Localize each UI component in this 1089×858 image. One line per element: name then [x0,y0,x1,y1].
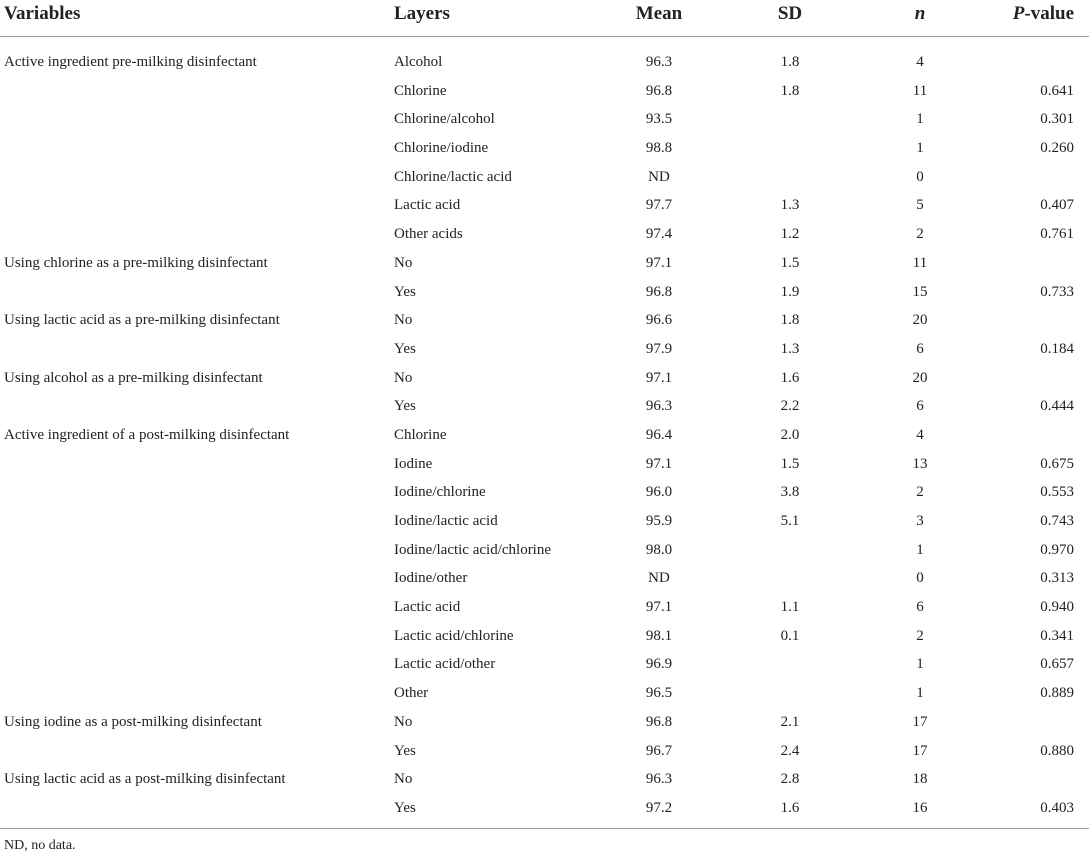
cell-mean: 96.3 [645,54,673,70]
cell-p: 0.761 [1040,226,1074,243]
table-row [0,48,1089,77]
table-row [0,77,1089,106]
cell-p: 0.341 [1040,627,1074,644]
cell-layer: Lactic acid [394,197,461,214]
cell-layer: Chlorine [394,82,447,99]
header-layers: Layers [394,3,450,24]
cell-p [974,306,1074,335]
cell-layer: Chlorine [394,426,447,443]
cell-sd: 2.1 [780,713,800,730]
cell-p: 0.743 [1040,513,1074,529]
table-row [0,191,1089,220]
cell-n: 2 [916,226,924,243]
table-row [0,306,1089,335]
cell-variable: Active ingredient pre-milking disinfectant [4,54,257,70]
cell-p: 0.313 [1040,570,1074,587]
cell-layer: Yes [394,799,416,816]
cell-layer: Chlorine/iodine [394,140,489,157]
table-row [0,708,1089,737]
cell-sd [760,105,820,134]
cell-layer: Iodine/lactic acid [394,513,498,529]
cell-mean: 97.1 [645,369,673,386]
cell-p [974,249,1074,278]
cell-mean: 97.1 [645,254,673,271]
cell-p: 0.407 [1040,197,1074,214]
cell-n: 1 [916,140,924,157]
cell-p: 0.889 [1040,685,1074,702]
cell-sd: 1.6 [780,799,800,816]
cell-p: 0.733 [1040,283,1074,300]
cell-layer: Yes [394,398,416,415]
cell-n: 6 [916,398,924,415]
cell-sd: 1.8 [780,312,800,329]
cell-layer: Lactic acid [394,599,461,616]
table-row [0,679,1089,708]
cell-n: 0 [916,570,924,587]
cell-n: 0 [916,168,924,185]
cell-sd: 3.8 [780,484,800,501]
table-row [0,220,1089,249]
cell-sd: 1.5 [780,254,800,271]
header-mean: Mean [635,3,683,24]
header-p-value-suffix: -value [1024,3,1074,24]
cell-n: 1 [916,111,924,128]
cell-sd: 5.1 [780,513,800,529]
cell-p: 0.184 [1040,340,1074,357]
cell-p [974,48,1074,77]
cell-mean: 96.8 [645,82,673,99]
cell-n: 3 [916,513,924,529]
cell-n: 1 [916,685,924,702]
cell-p: 0.657 [1040,656,1074,673]
cell-layer: Alcohol [394,54,443,70]
table-row [0,593,1089,622]
cell-sd: 1.3 [780,197,800,214]
cell-n: 2 [916,627,924,644]
cell-sd: 1.8 [780,54,800,70]
cell-p [974,421,1074,450]
cell-sd: 0.1 [780,627,800,644]
cell-p [974,364,1074,393]
cell-n: 6 [916,340,924,357]
cell-sd: 1.8 [780,82,800,99]
cell-layer: No [394,369,413,386]
cell-n: 17 [912,742,928,759]
cell-mean: 96.7 [645,742,673,759]
cell-sd: 1.3 [780,340,800,357]
cell-sd [760,536,820,565]
cell-sd: 2.0 [780,426,800,443]
table-row [0,105,1089,134]
cell-n: 4 [916,426,924,443]
table-row [0,392,1089,421]
cell-mean: 96.9 [645,656,673,673]
cell-sd: 1.5 [780,455,800,472]
cell-sd [760,134,820,163]
cell-sd [760,163,820,192]
cell-layer: Iodine/chlorine [394,484,486,501]
cell-mean: 96.8 [645,713,673,730]
table-row [0,536,1089,565]
cell-mean: 98.1 [645,627,673,644]
cell-layer: No [394,312,413,329]
table-row [0,450,1089,479]
cell-layer: Iodine [394,455,433,472]
cell-sd [760,679,820,708]
cell-layer: Other acids [394,226,463,243]
cell-mean: ND [648,168,670,185]
cell-p: 0.675 [1040,455,1074,472]
cell-p: 0.553 [1040,484,1074,501]
cell-p: 0.641 [1040,82,1074,99]
cell-n: 11 [912,82,928,99]
cell-layer: Yes [394,283,416,300]
cell-n: 16 [912,799,928,816]
cell-sd: 1.6 [780,369,800,386]
cell-mean: ND [648,570,670,587]
cell-n: 1 [916,541,924,558]
footnote: ND, no data. [4,838,76,853]
cell-mean: 97.9 [645,340,673,357]
cell-layer: No [394,713,413,730]
cell-sd: 2.2 [780,398,800,415]
cell-mean: 97.1 [645,599,673,616]
cell-n: 15 [912,283,928,300]
cell-p: 0.880 [1040,742,1074,759]
table-row [0,134,1089,163]
table-body [0,48,1089,823]
cell-n: 18 [912,771,928,788]
cell-mean: 96.6 [645,312,673,329]
cell-mean: 97.7 [645,197,673,214]
table-row [0,278,1089,307]
header-p-value [968,0,1074,28]
cell-n: 6 [916,599,924,616]
bottom-rule [0,828,1089,829]
cell-variable: Using alcohol as a pre-milking disinfectant [4,369,263,386]
header-variables: Variables [4,3,81,24]
cell-sd [760,650,820,679]
cell-n: 11 [912,254,928,271]
cell-n: 1 [916,656,924,673]
cell-variable: Active ingredient of a post-milking disinfectant [4,426,290,443]
cell-p [974,163,1074,192]
table-row [0,765,1089,794]
cell-p [974,765,1074,794]
cell-mean: 96.5 [645,685,673,702]
table-row [0,650,1089,679]
cell-p: 0.260 [1040,140,1074,157]
cell-layer: Yes [394,742,416,759]
table-row [0,564,1089,593]
cell-sd: 2.8 [780,771,800,788]
cell-layer: Chlorine/alcohol [394,111,495,128]
cell-p: 0.940 [1040,599,1074,616]
cell-mean: 93.5 [645,111,673,128]
cell-p [974,708,1074,737]
cell-sd: 1.1 [780,599,800,616]
header-sd: SD [777,3,803,24]
cell-p: 0.403 [1040,799,1074,816]
cell-n: 2 [916,484,924,501]
cell-n: 20 [912,369,928,386]
top-rule [0,36,1089,37]
cell-layer: Iodine/other [394,570,468,587]
cell-layer: Yes [394,340,416,357]
cell-variable: Using lactic acid as a pre-milking disinfectant [4,312,280,329]
cell-layer: Iodine/lactic acid/chlorine [394,541,552,558]
cell-mean: 98.8 [645,140,673,157]
cell-p: 0.444 [1040,398,1074,415]
cell-n: 5 [916,197,924,214]
table-row [0,622,1089,651]
table-row [0,507,1089,536]
cell-mean: 96.4 [645,426,673,443]
cell-mean: 95.9 [645,513,673,529]
cell-n: 20 [912,312,928,329]
cell-sd [760,564,820,593]
cell-sd: 1.9 [780,283,800,300]
cell-variable: Using iodine as a post-milking disinfectant [4,713,262,730]
cell-mean: 97.2 [645,799,673,816]
cell-layer: No [394,254,413,271]
cell-sd: 1.2 [780,226,800,243]
cell-mean: 98.0 [645,541,673,558]
cell-layer: Lactic acid/chlorine [394,627,514,644]
header-p-value-prefix: P [1012,3,1025,24]
table-row [0,794,1089,823]
cell-p: 0.301 [1040,111,1074,128]
cell-variable: Using chlorine as a pre-milking disinfectant [4,254,268,271]
table-row [0,249,1089,278]
cell-mean: 96.0 [645,484,673,501]
table-row [0,421,1089,450]
table-row [0,163,1089,192]
cell-sd: 2.4 [780,742,800,759]
cell-n: 4 [916,54,924,70]
cell-mean: 97.1 [645,455,673,472]
header-n: n [914,3,926,24]
cell-layer: No [394,771,413,788]
cell-mean: 97.4 [645,226,673,243]
table-row [0,335,1089,364]
cell-mean: 96.3 [645,398,673,415]
table-row [0,364,1089,393]
cell-p: 0.970 [1040,541,1074,558]
cell-n: 13 [912,455,928,472]
cell-layer: Chlorine/lactic acid [394,168,512,185]
cell-n: 17 [912,713,928,730]
cell-layer: Other [394,685,429,702]
cell-layer: Lactic acid/other [394,656,496,673]
table-row [0,737,1089,766]
cell-variable: Using lactic acid as a post-milking disinfectant [4,771,286,788]
cell-mean: 96.8 [645,283,673,300]
cell-mean: 96.3 [645,771,673,788]
table-row [0,478,1089,507]
